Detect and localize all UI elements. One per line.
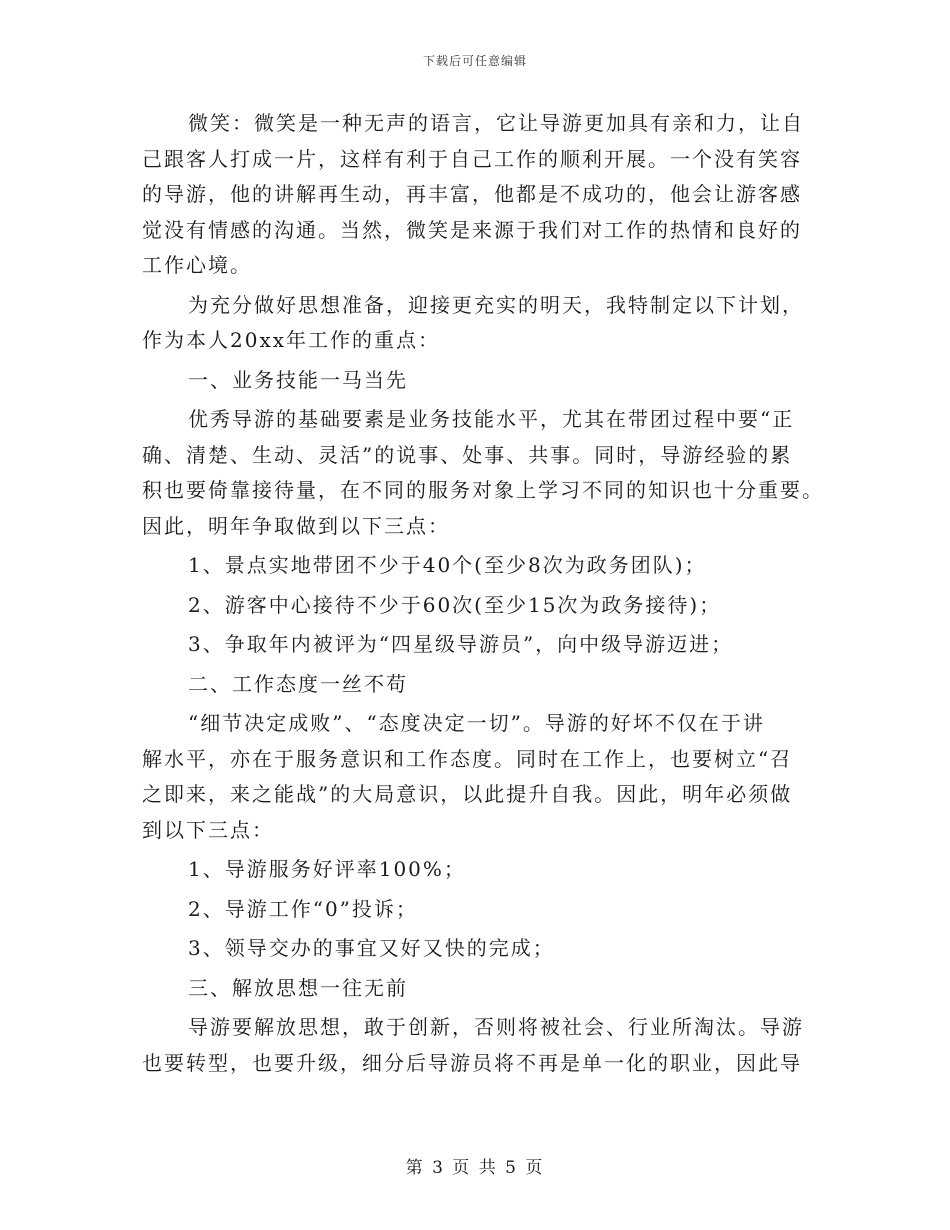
section-heading: 一、业务技能一马当先 [188,367,408,392]
paragraph-line: 解水平，亦在于服务意识和工作态度。同时在工作上，也要树立“召 [142,746,793,771]
list-item: 1、景点实地带团不少于40个(至少8次为政务团队)； [188,553,707,577]
paragraph-line: 确、清楚、生动、灵活”的说事、处事、共事。同时，导游经验的累 [142,442,793,467]
paragraph-line: 微笑：微笑是一种无声的语言，它让导游更加具有亲和力，让自 [188,111,804,135]
paragraph-line: 优秀导游的基础要素是业务技能水平，尤其在带团过程中要“正 [188,407,795,431]
page-number-footer: 第 3 页 共 5 页 [405,1158,545,1178]
paragraph-line: “细节决定成败”、“态度决定一切”。导游的好坏不仅在于讲 [188,711,765,735]
paragraph-line: 也要转型，也要升级，细分后导游员将不再是单一化的职业，因此导 [142,1050,802,1075]
paragraph-line: 的导游，他的讲解再生动，再丰富，他都是不成功的，他会让游客感 [142,182,802,206]
list-item: 2、导游工作“0”投诉； [188,896,418,921]
paragraph-line: 作为本人20xx年工作的重点： [142,328,441,352]
list-item: 2、游客中心接待不少于60次(至少15次为政务接待)； [188,592,722,617]
paragraph-line: 己跟客人打成一片，这样有利于自己工作的顺利开展。一个没有笑容 [142,146,802,171]
paragraph-line: 工作心境。 [142,253,252,277]
page-header-note: 下载后可任意编辑 [422,54,527,68]
list-item: 3、争取年内被评为“四星级导游员”，向中级导游迈进； [188,632,734,656]
paragraph-line: 导游要解放思想，敢于创新，否则将被社会、行业所淘汰。导游 [188,1015,804,1039]
paragraph-line: 之即来，来之能战”的大局意识，以此提升自我。因此，明年必须做 [142,782,793,806]
paragraph-line: 为充分做好思想准备，迎接更充实的明天，我特制定以下计划， [188,292,804,317]
section-heading: 二、工作态度一丝不苟 [188,671,408,696]
document-body [142,106,824,1081]
list-item: 1、导游服务好评率100%； [188,857,466,881]
list-item: 3、领导交办的事宜又好又快的完成； [188,936,555,960]
paragraph-line: 觉没有情感的沟通。当然，微笑是来源于我们对工作的热情和良好的 [142,217,802,242]
paragraph-line: 到以下三点： [142,817,274,842]
paragraph-line: 因此，明年争取做到以下三点： [142,513,450,538]
paragraph-line: 积也要倚靠接待量，在不同的服务对象上学习不同的知识也十分重要。 [142,478,824,502]
section-heading: 三、解放思想一往无前 [188,975,408,1000]
